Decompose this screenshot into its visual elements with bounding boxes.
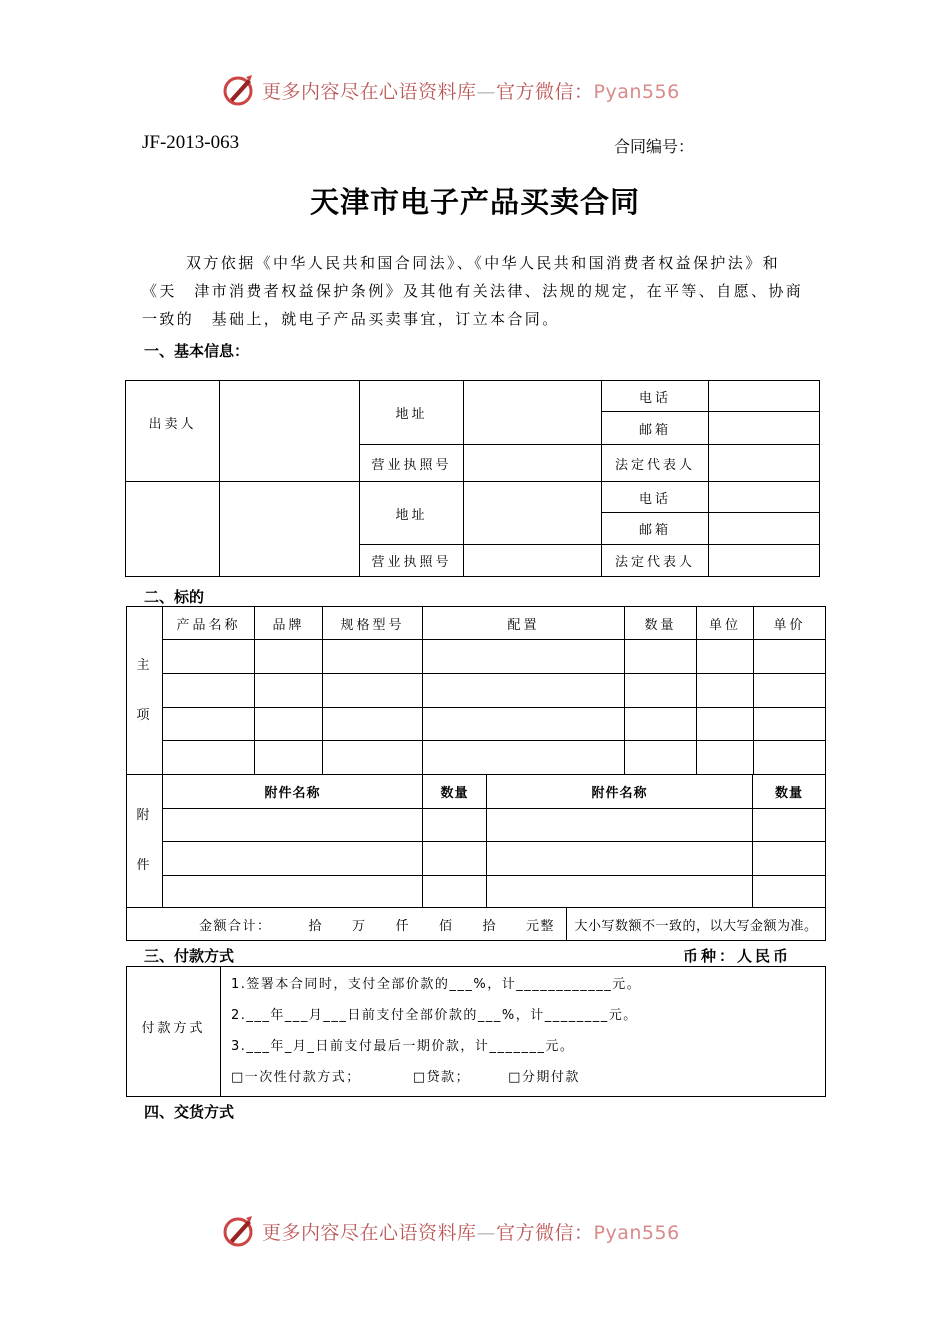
- cell[interactable]: [697, 674, 754, 708]
- watermark-dash: —: [476, 1221, 497, 1244]
- cell[interactable]: [163, 708, 255, 741]
- cell[interactable]: [697, 741, 754, 775]
- option-loan[interactable]: □贷款；: [412, 1070, 471, 1085]
- cell[interactable]: [423, 809, 487, 842]
- cell[interactable]: [255, 708, 323, 741]
- cell[interactable]: [423, 842, 487, 876]
- seller-email-label: 邮箱: [602, 412, 709, 445]
- intro-paragraph: 双方依据《中华人民共和国合同法》、《中华人民共和国消费者权益保护法》和《天 津市消费者权益保护条例》及其他有关法律、法规的规定，在平等、自愿、协商一致的 基础上，就电子产品买卖事宜，订立本合同。: [142, 254, 804, 328]
- seller-phone-cell[interactable]: [709, 381, 820, 412]
- cell[interactable]: [323, 640, 423, 674]
- logo-icon: [222, 73, 256, 107]
- col-accessory-qty-1: 数量: [423, 775, 487, 809]
- cell[interactable]: [625, 674, 697, 708]
- cell[interactable]: [163, 876, 423, 908]
- cell[interactable]: [754, 708, 826, 741]
- payment-line-3[interactable]: 3.___年_月_日前支付最后一期价款，计_______元。: [231, 1039, 575, 1054]
- col-unit: 单位: [697, 607, 754, 640]
- cell[interactable]: [754, 674, 826, 708]
- watermark-id: Pyan556: [593, 80, 680, 103]
- watermark-bottom: [222, 1213, 680, 1249]
- buyer-email-label: 邮箱: [602, 513, 709, 545]
- cell[interactable]: [163, 741, 255, 775]
- total-amount[interactable]: 金额合计： 拾 万 仟 佰 拾 元整: [127, 908, 567, 941]
- cell[interactable]: [163, 809, 423, 842]
- watermark-wechat: 官方微信：: [496, 80, 594, 103]
- watermark-dash: —: [476, 80, 497, 103]
- seller-license-cell[interactable]: [464, 445, 602, 482]
- total-table: [126, 907, 826, 941]
- option-installment[interactable]: □分期付款: [508, 1070, 580, 1085]
- section2-heading: 二、标的: [144, 588, 205, 606]
- cell[interactable]: [487, 842, 753, 876]
- buyer-legal-rep-cell[interactable]: [709, 545, 820, 577]
- seller-legal-rep-cell[interactable]: [709, 445, 820, 482]
- payment-label: 付款方式: [127, 967, 221, 1097]
- section4-heading: 四、交货方式: [144, 1103, 235, 1121]
- contract-no-label: 合同编号：: [614, 137, 695, 156]
- watermark-main: 更多内容尽在心语资料库: [262, 1221, 477, 1244]
- buyer-label: [126, 482, 220, 577]
- cell[interactable]: [487, 809, 753, 842]
- cell[interactable]: [163, 842, 423, 876]
- option-lump-sum[interactable]: □一次性付款方式；: [231, 1070, 361, 1085]
- cell[interactable]: [163, 674, 255, 708]
- cell[interactable]: [255, 640, 323, 674]
- watermark-text: [262, 77, 680, 104]
- table-row: [127, 741, 826, 775]
- seller-label: 出卖人: [126, 381, 220, 482]
- total-note: 大小写数额不一致的，以大写金额为准。: [567, 908, 826, 941]
- payment-terms: [221, 967, 826, 1097]
- col-qty: 数量: [625, 607, 697, 640]
- watermark-top: [222, 72, 680, 108]
- col-brand: 品牌: [255, 607, 323, 640]
- cell[interactable]: [754, 741, 826, 775]
- table-row: [127, 674, 826, 708]
- buyer-license-label: 营业执照号: [360, 545, 464, 577]
- watermark-text: [262, 1218, 680, 1245]
- col-accessory-qty-2: 数量: [753, 775, 826, 809]
- col-accessory-name-1: 附件名称: [163, 775, 423, 809]
- seller-address-label: 地址: [360, 381, 464, 445]
- buyer-email-cell[interactable]: [709, 513, 820, 545]
- payment-line-1[interactable]: 1.签署本合同时，支付全部价款的___%，计____________元。: [231, 977, 642, 992]
- cell[interactable]: [423, 708, 625, 741]
- main-label: [127, 607, 163, 775]
- table-row: [127, 842, 826, 876]
- cell[interactable]: [487, 876, 753, 908]
- cell[interactable]: [423, 876, 487, 908]
- seller-address-cell[interactable]: [464, 381, 602, 445]
- buyer-address-label: 地址: [360, 482, 464, 545]
- cell[interactable]: [697, 708, 754, 741]
- payment-options: [221, 1062, 825, 1093]
- currency-label: 币种：人民币: [683, 947, 792, 965]
- cell[interactable]: [697, 640, 754, 674]
- page-title: 天津市电子产品买卖合同: [309, 185, 640, 219]
- main-label-1: 主: [136, 657, 153, 673]
- buyer-name-cell[interactable]: [220, 482, 360, 577]
- watermark-wechat: 官方微信：: [496, 1221, 594, 1244]
- cell[interactable]: [163, 640, 255, 674]
- payment-table: [126, 966, 826, 1097]
- logo-icon: [222, 1214, 256, 1248]
- buyer-license-cell[interactable]: [464, 545, 602, 577]
- cell[interactable]: [625, 741, 697, 775]
- col-product-name: 产品名称: [163, 607, 255, 640]
- section3-heading: 三、付款方式: [144, 947, 235, 965]
- subject-main-table: [126, 606, 826, 775]
- seller-phone-label: 电话: [602, 381, 709, 412]
- cell[interactable]: [753, 809, 826, 842]
- seller-name-cell[interactable]: [220, 381, 360, 482]
- cell[interactable]: [323, 708, 423, 741]
- cell[interactable]: [323, 674, 423, 708]
- col-model: 规格型号: [323, 607, 423, 640]
- buyer-phone-cell[interactable]: [709, 482, 820, 513]
- buyer-legal-rep-label: 法定代表人: [602, 545, 709, 577]
- seller-legal-rep-label: 法定代表人: [602, 445, 709, 482]
- basic-info-table: [125, 380, 820, 577]
- subject-accessory-table: [126, 774, 826, 908]
- doc-code: JF-2013-063: [142, 132, 240, 153]
- cell[interactable]: [625, 640, 697, 674]
- buyer-phone-label: 电话: [602, 482, 709, 513]
- cell[interactable]: [625, 708, 697, 741]
- watermark-id: Pyan556: [593, 1221, 680, 1244]
- cell[interactable]: [753, 876, 826, 908]
- col-accessory-name-2: 附件名称: [487, 775, 753, 809]
- accessory-label-2: 件: [136, 858, 153, 873]
- table-row: [127, 876, 826, 908]
- cell[interactable]: [754, 640, 826, 674]
- seller-email-cell[interactable]: [709, 412, 820, 445]
- seller-license-label: 营业执照号: [360, 445, 464, 482]
- col-price: 单价: [754, 607, 826, 640]
- col-config: 配置: [423, 607, 625, 640]
- table-row: [127, 640, 826, 674]
- cell[interactable]: [423, 640, 625, 674]
- table-row: [127, 809, 826, 842]
- cell[interactable]: [423, 741, 625, 775]
- section1-heading: 一、基本信息：: [144, 342, 250, 360]
- cell[interactable]: [255, 741, 323, 775]
- watermark-main: 更多内容尽在心语资料库: [262, 80, 477, 103]
- accessory-label-1: 附: [136, 808, 153, 823]
- table-row: [127, 708, 826, 741]
- cell[interactable]: [423, 674, 625, 708]
- cell[interactable]: [255, 674, 323, 708]
- cell[interactable]: [753, 842, 826, 876]
- accessory-label: [127, 775, 163, 908]
- cell[interactable]: [323, 741, 423, 775]
- buyer-address-cell[interactable]: [464, 482, 602, 545]
- payment-line-2[interactable]: 2.___年___月___日前支付全部价款的___%，计________元。: [231, 1008, 638, 1023]
- main-label-2: 项: [136, 707, 153, 723]
